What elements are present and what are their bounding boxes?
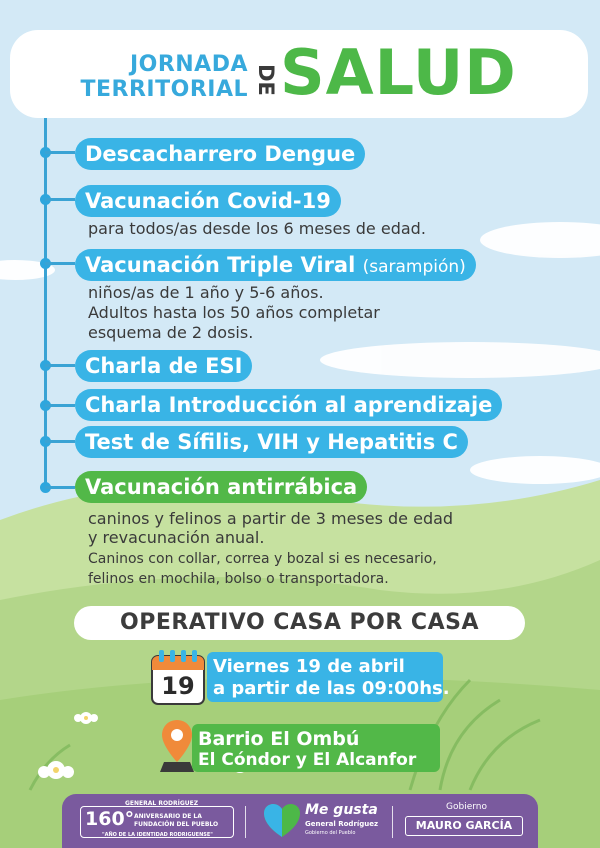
brand-city: General Rodríguez [305,820,379,828]
location-place: Barrio El Ombú [198,728,360,750]
timeline-tick [45,440,75,443]
timeline-tick [45,404,75,407]
timeline-tick [45,364,75,367]
activity-antirrabica-detail: y revacunación anual. [88,528,265,547]
location-pin-icon [160,718,194,774]
title-connector: DE [254,64,278,96]
calendar-day: 19 [161,672,195,700]
activity-triple-viral-sublabel: (sarampión) [362,257,466,277]
brand-sub: Gobierno del Pueblo [305,830,356,836]
heart-logo-icon [263,803,301,839]
activity-aprendizaje: Charla Introducción al aprendizaje [75,389,502,421]
timeline-tick [45,486,75,489]
anniversary-number: 160° [85,808,135,830]
event-date: Viernes 19 de abril [213,656,405,677]
anniversary-line2: FUNDACIÓN DEL PUEBLO [134,821,219,828]
footer-separator [392,806,393,838]
activity-triple-viral-detail: Adultos hasta los 50 años completar [88,303,380,322]
anniversary-line1: ANIVERSARIO DE LA [134,813,202,820]
title-line2: TERRITORIAL [80,77,248,102]
title-left [62,52,248,102]
activity-triple-viral-detail: niños/as de 1 año y 5-6 años. [88,283,324,302]
activity-esi: Charla de ESI [75,350,252,382]
activity-covid: Vacunación Covid-19 [75,185,341,217]
anniversary-bottom: "AÑO DE LA IDENTIDAD RODRIGUENSE" [102,832,213,838]
activity-antirrabica: Vacunación antirrábica [75,471,367,503]
activity-antirrabica-note: Caninos con collar, correa y bozal si es necesario, [88,551,437,567]
anniversary-top: GENERAL RODRÍGUEZ [125,800,199,807]
timeline-tick [45,151,75,154]
gov-name: MAURO GARCÍA [405,816,523,836]
footer-separator [245,806,246,838]
activity-triple-viral-label: Vacunación Triple Viral [85,253,356,277]
location-streets: El Cóndor y El Alcanfor [198,750,417,770]
activity-triple-viral [75,249,476,281]
title-line1: JORNADA [129,52,248,77]
operativo-banner: OPERATIVO CASA POR CASA [74,606,525,640]
activity-antirrabica-detail: caninos y felinos a partir de 3 meses de edad [88,509,454,528]
activity-test: Test de Sífilis, VIH y Hepatitis C [75,426,468,458]
timeline-line [44,118,47,490]
activity-antirrabica-note: felinos en mochila, bolso o transportadora. [88,571,389,587]
activity-triple-viral-detail: esquema de 2 dosis. [88,323,254,342]
timeline-tick [45,262,75,265]
timeline-tick [45,198,75,201]
event-time: a partir de las 09:00hs. [213,678,450,699]
brand-name: Me gusta [305,802,378,818]
activity-covid-detail: para todos/as desde los 6 meses de edad. [88,219,426,238]
activity-dengue: Descacharrero Dengue [75,138,365,170]
title-main: SALUD [280,36,517,109]
gov-label: Gobierno [446,802,487,812]
